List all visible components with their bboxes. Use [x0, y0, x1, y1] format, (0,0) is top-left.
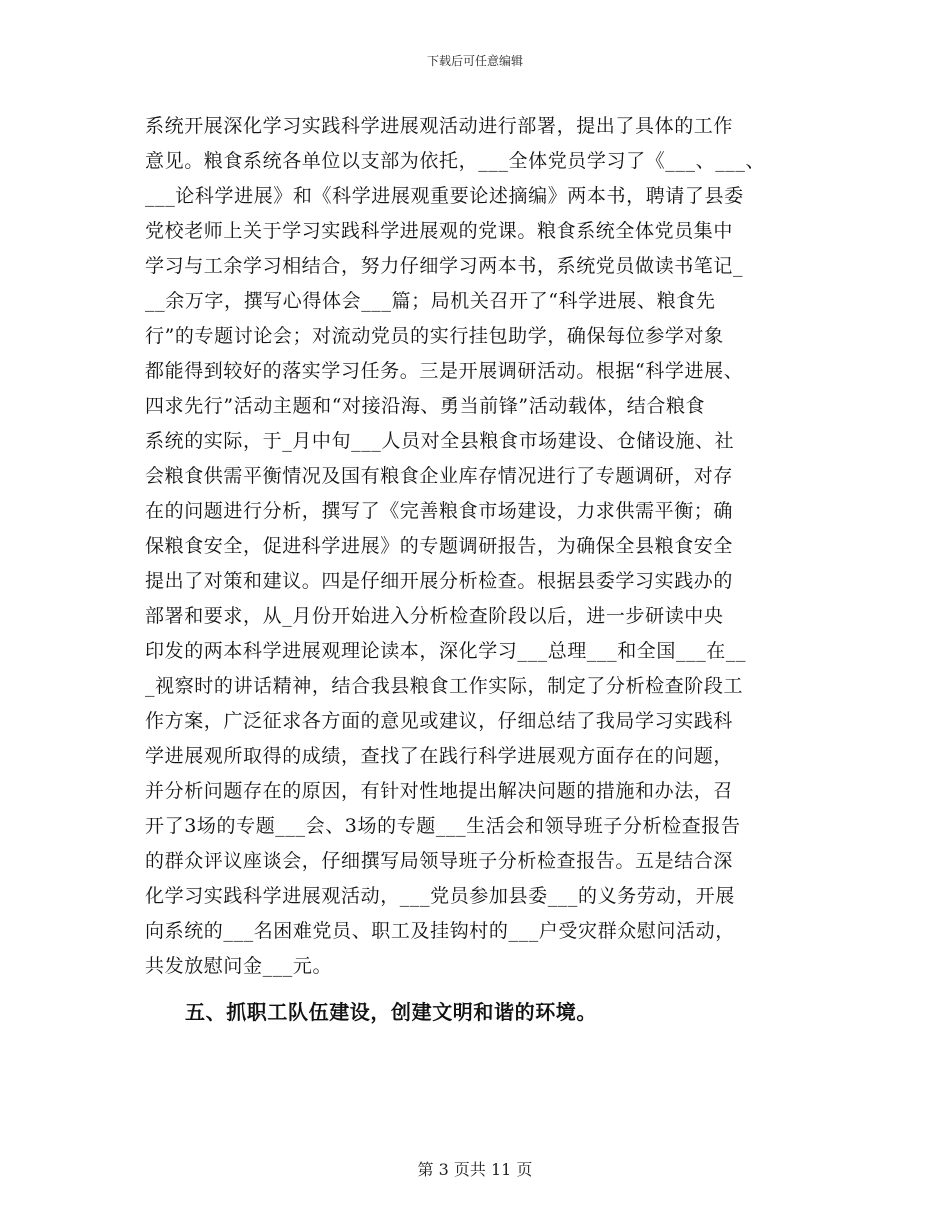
text-line: 都能得到较好的落实学习任务。三是开展调研活动。根据“科学进展、 [145, 360, 744, 382]
text-line: 学进展观所取得的成绩，查找了在践行科学进展观方面存在的问题， [145, 745, 734, 767]
text-line: _视察时的讲话精神，结合我县粮食工作实际，制定了分析检查阶段工 [145, 675, 744, 697]
text-line: ___论科学进展》和《科学进展观重要论述摘编》两本书，聘请了县委 [145, 185, 744, 207]
page-header: 下载后可任意编辑 [426, 54, 523, 68]
text-line: 行”的专题讨论会；对流动党员的实行挂包助学，确保每位参学对象 [145, 325, 724, 347]
text-line: 开了3场的专题___会、3场的专题___生活会和领导班子分析检查报告 [145, 815, 741, 837]
text-line: 作方案，广泛征求各方面的意见或建议，仔细总结了我局学习实践科 [145, 710, 734, 732]
text-line: 共发放慰问金___元。 [145, 955, 333, 977]
text-line: 系统开展深化学习实践科学进展观活动进行部署，提出了具体的工作 [145, 115, 734, 137]
page-footer: 第 3 页共 11 页 [417, 1160, 533, 1179]
text-line: 在的问题进行分析，撰写了《完善粮食市场建设，力求供需平衡；确 [145, 500, 734, 522]
text-line: 部署和要求，从_月份开始进入分析检查阶段以后，进一步研读中央 [145, 605, 724, 627]
text-line: 系统的实际，于_月中旬___人员对全县粮食市场建设、仓储设施、社 [145, 430, 735, 452]
text-line: 保粮食安全，促进科学进展》的专题调研报告，为确保全县粮食安全 [145, 535, 734, 557]
text-line: 四求先行”活动主题和“对接沿海、勇当前锋”活动载体，结合粮食 [145, 395, 706, 417]
text-line: 印发的两本科学进展观理论读本，深化学习___总理___和全国___在__ [145, 640, 747, 662]
text-line: 向系统的___名困难党员、职工及挂钩村的___户受灾群众慰问活动， [145, 920, 735, 942]
text-line: 化学习实践科学进展观活动，___党员参加县委___的义务劳动，开展 [145, 885, 735, 907]
text-line: 的群众评议座谈会，仔细撰写局领导班子分析检查报告。五是结合深 [145, 850, 734, 872]
paragraph-gap [145, 984, 805, 992]
text-line: 意见。粮食系统各单位以支部为依托，___全体党员学习了《___、___、 [145, 150, 766, 172]
text-line: 会粮食供需平衡情况及国有粮食企业库存情况进行了专题调研，对存 [145, 465, 734, 487]
text-line: 提出了对策和建议。四是仔细开展分析检查。根据县委学习实践办的 [145, 570, 734, 592]
section-heading: 五、抓职工队伍建设，创建文明和谐的环境。 [185, 1000, 597, 1024]
text-line: 学习与工余学习相结合，努力仔细学习两本书，系统党员做读书笔记_ [145, 255, 744, 277]
text-line: __余万字，撰写心得体会___篇；局机关召开了“科学进展、粮食先 [145, 290, 716, 312]
text-line: 并分析问题存在的原因，有针对性地提出解决问题的措施和办法，召 [145, 780, 734, 802]
document-body [145, 109, 805, 1032]
text-line: 党校老师上关于学习实践科学进展观的党课。粮食系统全体党员集中 [145, 220, 734, 242]
